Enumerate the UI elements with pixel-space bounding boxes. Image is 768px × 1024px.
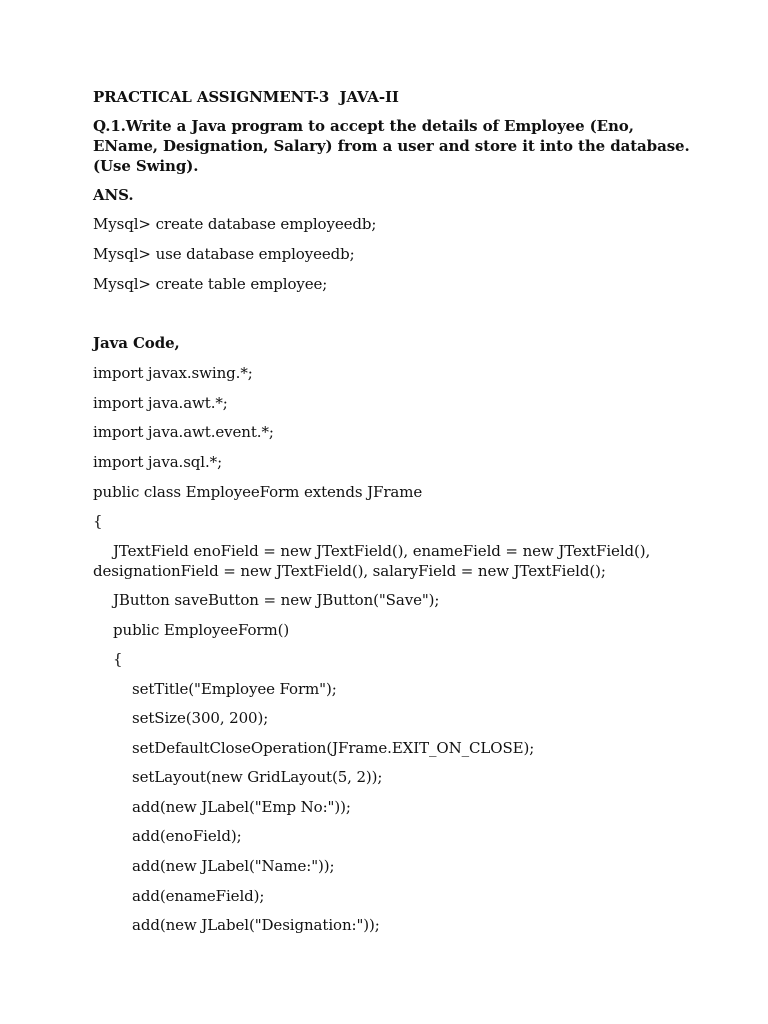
code-line: add(enameField); (132, 887, 265, 905)
code-line: import java.awt.*; (93, 394, 228, 412)
sql-line: Mysql> create database employeedb; (93, 215, 377, 233)
document-title: PRACTICAL ASSIGNMENT-3 JAVA-II (93, 88, 399, 106)
code-line: { (93, 512, 103, 530)
code-line: add(new JLabel("Name:")); (132, 857, 335, 875)
code-line: import javax.swing.*; (93, 364, 253, 382)
code-line: add(new JLabel("Designation:")); (132, 916, 380, 934)
code-line: import java.awt.event.*; (93, 423, 274, 441)
code-line: setSize(300, 200); (132, 709, 269, 727)
code-line: designationField = new JTextField(), salaryField = new JTextField(); (93, 562, 606, 580)
code-line: public EmployeeForm() (113, 621, 290, 639)
code-line: import java.sql.*; (93, 453, 223, 471)
code-line: { (113, 650, 123, 668)
question-line-1: Q.1.Write a Java program to accept the details of Employee (Eno, (93, 117, 634, 135)
code-line: add(enoField); (132, 827, 242, 845)
code-line: JTextField enoField = new JTextField(), enameField = new JTextField(), (113, 542, 651, 560)
sql-line: Mysql> create table employee; (93, 275, 328, 293)
question-line-2: EName, Designation, Salary) from a user and store it into the database. (93, 137, 690, 155)
code-line: setTitle("Employee Form"); (132, 680, 337, 698)
code-line: setDefaultCloseOperation(JFrame.EXIT_ON_CLOSE); (132, 739, 535, 757)
code-heading: Java Code, (93, 334, 180, 352)
answer-label: ANS. (93, 186, 134, 204)
question-line-3: (Use Swing). (93, 157, 199, 175)
code-line: public class EmployeeForm extends JFrame (93, 483, 423, 501)
code-line: setLayout(new GridLayout(5, 2)); (132, 768, 383, 786)
code-line: add(new JLabel("Emp No:")); (132, 798, 351, 816)
code-line: JButton saveButton = new JButton("Save"); (113, 591, 440, 609)
sql-line: Mysql> use database employeedb; (93, 245, 355, 263)
